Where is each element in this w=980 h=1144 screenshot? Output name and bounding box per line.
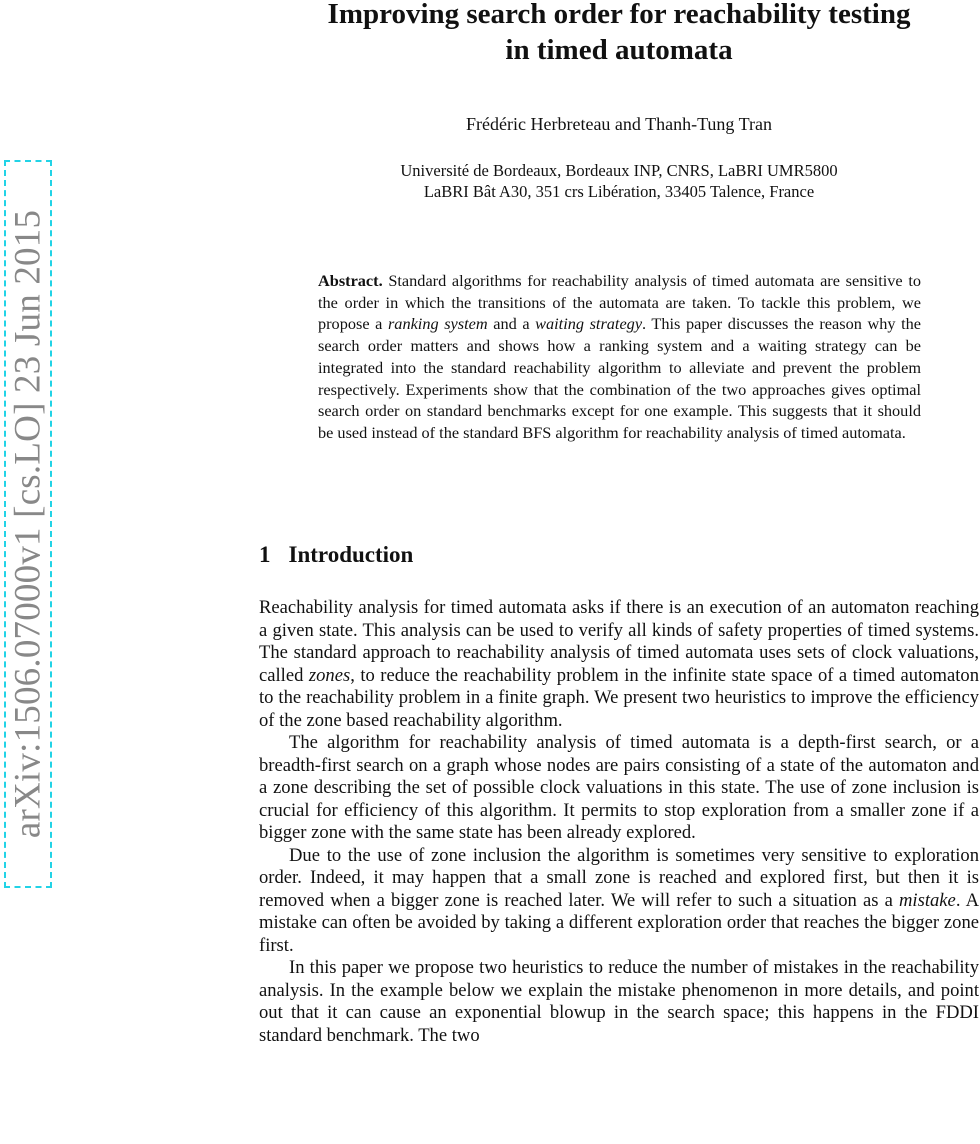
section-title: Introduction xyxy=(288,542,414,567)
abstract xyxy=(318,270,921,444)
arxiv-stamp xyxy=(4,160,52,888)
paragraph xyxy=(259,597,979,732)
abstract-emphasis: ranking system xyxy=(387,314,488,334)
emphasis: mistake xyxy=(899,889,956,911)
text: Due to the use of zone inclusion the algorithm is sometimes very sensitive to exploration order. Indeed, it may happen that a small zone is reached and explored first, but then it is removed when a bigger zone is reached later. We will refer to such a situation as a xyxy=(259,844,979,911)
body-text xyxy=(259,597,979,1047)
abstract-text: . This paper discusses the reason why the search order matters and shows how a ranking system and a waiting strategy can be integrated into the standard reachability algorithm to alleviate and prevent the problem respectively. Experiments show that the combination of the two approaches gives optimal search order on standard benchmarks except for one example. This suggests that it should be used instead of the standard BFS algorithm for reachability analysis of timed automata. xyxy=(318,314,921,442)
abstract-text: and a xyxy=(487,314,536,334)
title-line: Improving search order for reachability testing xyxy=(327,0,911,30)
text: Reachability analysis for timed automata asks if there is an execution of an automaton reaching a given state. This analysis can be used to verify all kinds of safety properties of timed systems. The standard approach to reachability analysis of timed automata uses sets of clock valuations, called xyxy=(259,597,979,686)
section-heading xyxy=(259,542,413,568)
section-number: 1 xyxy=(259,542,271,567)
affiliation-line: LaBRI Bât A30, 351 crs Libération, 33405 Talence, France xyxy=(423,182,815,201)
text: , to reduce the reachability problem in the infinite state space of a timed automaton to the reachability problem in a finite graph. We present two heuristics to improve the efficiency of the zone based reachability algorithm. xyxy=(259,664,979,731)
paper-title xyxy=(259,0,979,68)
abstract-text: Standard algorithms for reachability analysis of timed automata are sensitive to the order in which the transitions of the automata are taken. To tackle this problem, we propose a xyxy=(318,271,921,334)
emphasis: zones xyxy=(308,664,351,686)
paragraph: The algorithm for reachability analysis of timed automata is a depth-first search, or a breadth-first search on a graph whose nodes are pairs consisting of a state of the automaton and a zone describing the set of possible clock valuations in this state. The use of zone inclusion is crucial for efficiency of this algorithm. It permits to stop exploration from a smaller zone if a bigger zone with the same state has been already explored. xyxy=(259,732,979,843)
title-line: in timed automata xyxy=(505,34,733,66)
arxiv-identifier: arXiv:1506.07000v1 [cs.LO] 23 Jun 2015 xyxy=(7,209,49,839)
affiliation xyxy=(259,160,979,202)
text: . A mistake can often be avoided by taking a different exploration order that reaches the bigger zone first. xyxy=(259,889,980,956)
affiliation-line: Université de Bordeaux, Bordeaux INP, CNRS, LaBRI UMR5800 xyxy=(400,161,838,180)
paragraph: In this paper we propose two heuristics to reduce the number of mistakes in the reachability analysis. In the example below we explain the mistake phenomenon in more details, and point out that it can cause an exponential blowup in the search space; this happens in the FDDI standard benchmark. The two xyxy=(259,957,979,1046)
abstract-emphasis: waiting strategy xyxy=(535,314,643,334)
abstract-label: Abstract. xyxy=(318,271,383,290)
authors: Frédéric Herbreteau and Thanh-Tung Tran xyxy=(466,114,772,134)
paragraph xyxy=(259,845,979,958)
